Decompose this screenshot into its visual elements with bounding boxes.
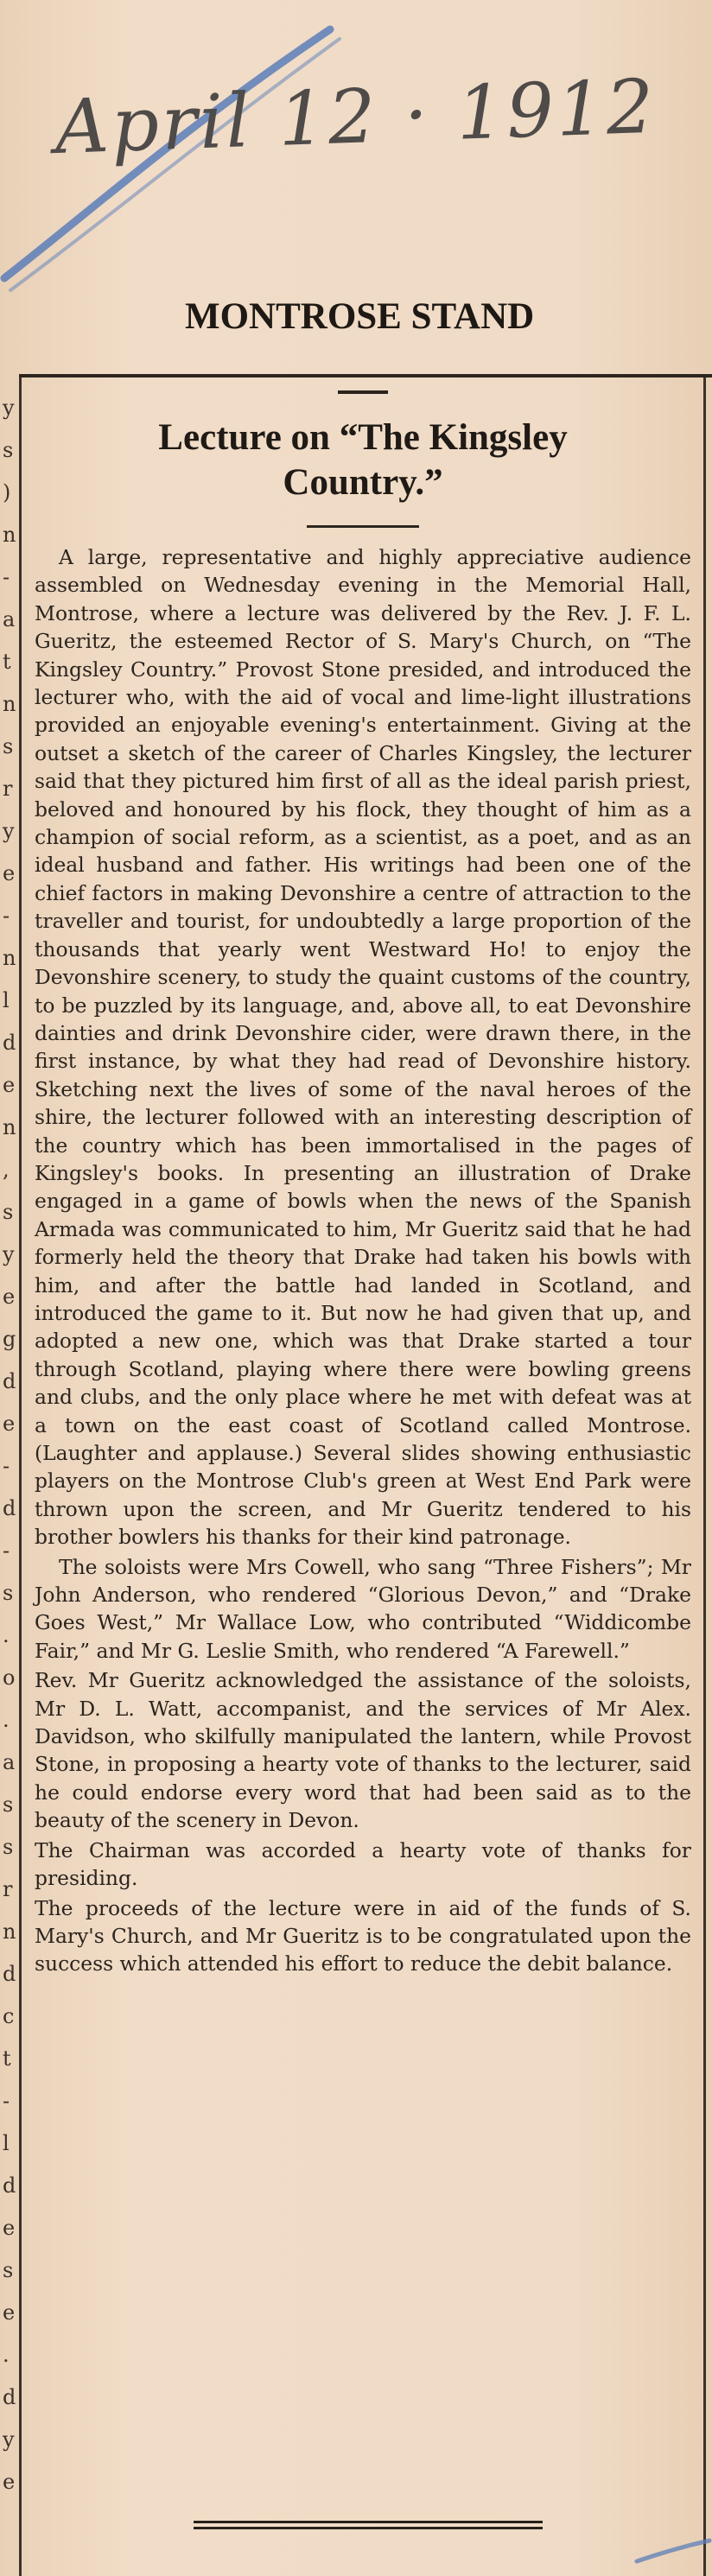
newspaper-masthead: MONTROSE STAND: [185, 296, 535, 337]
article-paragraph-1: A large, representative and highly appreciative audience assembled on Wednesday evening in the Memorial Hall, Montrose, where a lecture was delivered by the Rev. J. F. L. Gueritz, the esteemed Rector of S. Mary's Church, on “The Kingsley Country.” Provost Stone presided, and introduced the lecturer who, with the aid of vocal and lime-light illustrations provided an enjoyable evening's entertainment. Giving at the outset a sketch of the career of Charles Kingsley, the lecturer said that they pictured him first of all as the ideal parish priest, beloved and honoured by his flock, they thought of him as a champion of social reform, as a scientist, as a poet, and as an ideal husband and father. His writings had been one of the chief factors in making Devonshire a centre of attraction to the traveller and tourist, for undoubtedly a large proportion of the thousands that yearly went Westward Ho! to enjoy the Devonshire scenery, to study the quaint customs of the country, to be puzzled by its language, and, above all, to eat Devonshire dainties and drink Devonshire cider, were drawn there, in the first instance, by what they had read of Devonshire history. Sketching next the lives of some of the naval heroes of the shire, the lecturer followed with an interesting description of the country which has been immortalised in the pages of Kingsley's books. In presenting an illustration of Drake engaged in a game of bowls when the news of the Spanish Armada was communicated to him, Mr Gueritz said that he had formerly held the theory that Drake had taken his bowls with him, and after the battle had landed in Scotland, and introduced the game to it. But now he had given that up, and adopted a new one, which was that Drake started a tour through Scotland, playing where there were bowling greens and clubs, and the only place where he met with defeat was at a town on the east coast of Scotland called Montrose. (Laughter and applause.) Several slides showing enthusiastic players on the Montrose Club's green at West End Park were thrown upon the screen, and Mr Gueritz tendered to his brother bowlers his thanks for their kind patronage.: [35, 545, 691, 1550]
margin-fragment: r: [3, 777, 13, 801]
margin-fragment: a: [3, 607, 16, 631]
margin-fragment: e: [3, 2470, 16, 2494]
margin-fragment: s: [3, 734, 14, 758]
margin-fragment: e: [3, 861, 16, 885]
article-body: [35, 543, 691, 1978]
article-paragraph-5: The proceeds of the lecture were in aid of the funds of S. Mary's Church, and Mr Gueritz is to be congratulated upon the success which attended his effort to reduce the debit balance.: [35, 1895, 691, 1976]
margin-fragment: e: [3, 1412, 16, 1436]
article-paragraph-3: Rev. Mr Gueritz acknowledged the assistance of the soloists, Mr D. L. Watt, accompanist, and the services of Mr Alex. Davidson, who skilfully manipulated the lantern, while Provost Stone, in proposing a hearty vote of thanks to the lecturer, said he could endorse every word that had been said as to the beauty of the scenery in Devon.: [35, 1668, 691, 1833]
margin-fragment: s: [3, 438, 14, 462]
margin-fragment: c: [3, 2004, 15, 2028]
margin-fragment: y: [3, 1242, 15, 1266]
margin-fragment: s: [3, 1792, 14, 1817]
margin-fragment: l: [3, 988, 10, 1012]
bottom-rules: [194, 2521, 543, 2531]
margin-fragment: e: [3, 2216, 16, 2240]
margin-fragment: -: [3, 1539, 10, 1563]
margin-fragment: ,: [3, 1158, 10, 1182]
margin-fragment: d: [3, 2173, 16, 2198]
margin-fragment: s: [3, 1200, 14, 1224]
margin-fragment: d: [3, 1496, 16, 1520]
left-column-rule: [19, 378, 22, 2576]
article: [35, 390, 691, 1978]
margin-fragment: -: [3, 1454, 10, 1478]
margin-fragment: d: [3, 1962, 16, 1986]
headline-divider: [307, 525, 419, 528]
margin-fragment: r: [3, 1877, 13, 1901]
headline-line-1: Lecture on “The Kingsley: [158, 417, 568, 458]
margin-fragment: e: [3, 2300, 16, 2325]
margin-fragment: d: [3, 1031, 16, 1055]
margin-fragment: .: [3, 1623, 10, 1647]
margin-fragment: a: [3, 1750, 16, 1774]
margin-fragment: .: [3, 1708, 10, 1732]
headline-line-2: Country.”: [283, 462, 443, 503]
article-paragraph-2: The soloists were Mrs Cowell, who sang “Three Fishers”; Mr John Anderson, who rendered “Glorious Devon,” and “Drake Goes West,” Mr Wallace Low, who contributed “Widdicombe Fair,” and Mr G. Leslie Smith, who rendered “A Farewell.”: [35, 1554, 691, 1663]
headline-top-rule: [338, 390, 388, 394]
margin-fragment: d: [3, 2385, 16, 2409]
margin-fragment: -: [3, 2089, 10, 2113]
margin-fragment: s: [3, 1835, 14, 1859]
margin-fragment: ): [3, 480, 11, 504]
margin-fragment: d: [3, 1369, 16, 1393]
margin-fragment: -: [3, 565, 10, 589]
handwritten-date: April 12 · 1912: [54, 63, 658, 171]
margin-fragment: n: [3, 692, 16, 716]
margin-fragment: s: [3, 2258, 14, 2282]
masthead-rule: [19, 374, 712, 378]
article-headline: [35, 416, 691, 505]
right-column-rule: [703, 378, 706, 2576]
adjacent-column-fragment: [0, 390, 17, 2567]
margin-fragment: .: [3, 2343, 10, 2367]
margin-fragment: y: [3, 819, 15, 843]
margin-fragment: n: [3, 1919, 16, 1944]
article-paragraph-4: The Chairman was accorded a hearty vote of thanks for presiding.: [35, 1837, 691, 1891]
margin-fragment: n: [3, 946, 16, 970]
margin-fragment: g: [3, 1327, 16, 1351]
margin-fragment: s: [3, 1581, 14, 1605]
margin-fragment: l: [3, 2131, 10, 2155]
margin-fragment: t: [3, 2046, 11, 2071]
margin-fragment: e: [3, 1285, 16, 1309]
margin-fragment: n: [3, 1115, 16, 1139]
margin-fragment: -: [3, 904, 10, 928]
margin-fragment: y: [3, 396, 15, 420]
margin-fragment: y: [3, 2427, 15, 2452]
margin-fragment: n: [3, 523, 16, 547]
margin-fragment: t: [3, 650, 11, 674]
margin-fragment: e: [3, 1073, 16, 1097]
margin-fragment: o: [3, 1666, 16, 1690]
